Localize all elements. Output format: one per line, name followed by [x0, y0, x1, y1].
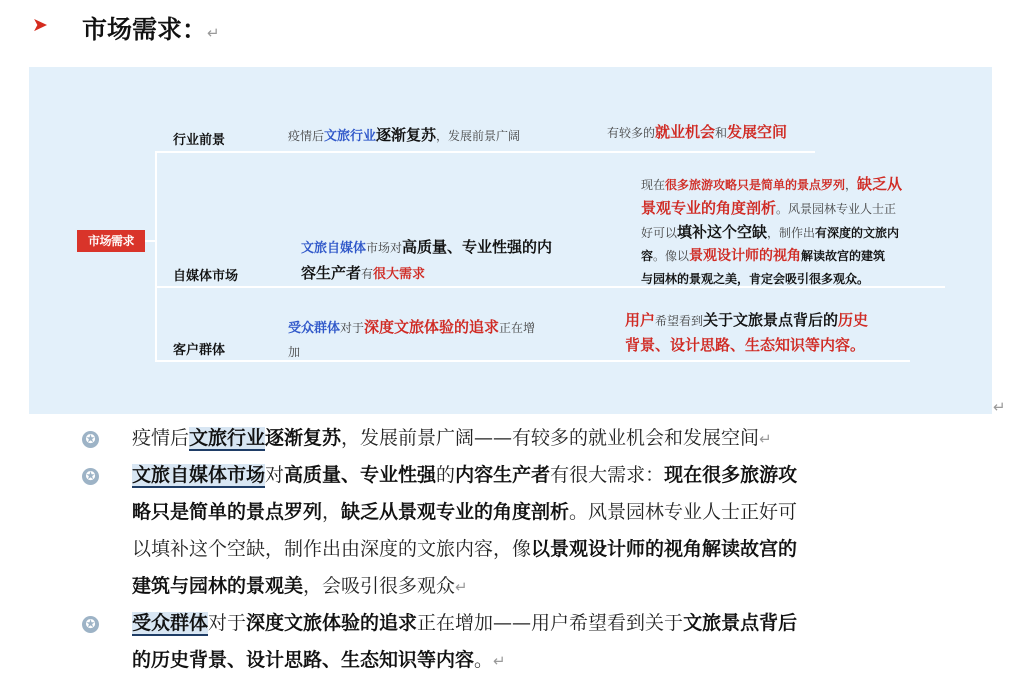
branch-label-media: 自媒体市场: [173, 269, 239, 284]
root-node: 市场需求: [77, 230, 145, 252]
heading-bullet-icon: ➤: [32, 14, 48, 36]
connector-line: [155, 151, 157, 362]
star-bullet-icon: ✪: [82, 431, 99, 448]
branch-label-industry: 行业前景: [173, 133, 226, 148]
heading-title: 市场需求：↵: [82, 15, 220, 44]
star-bullet-icon: ✪: [82, 616, 99, 633]
connector-line: [155, 151, 815, 153]
branch-text-media: 文旅自媒体市场对高质量、专业性强的内 容生产者有很大需求: [301, 238, 553, 282]
branch-note-industry: 有较多的就业机会和发展空间: [607, 123, 788, 141]
bullet-item-industry: 疫情后文旅行业逐渐复苏，发展前景广阔——有较多的就业机会和发展空间↵: [132, 427, 772, 449]
return-mark: ↵: [207, 24, 220, 42]
branch-text-audience: 受众群体对于深度文旅体验的追求正在增 加: [288, 318, 536, 359]
branch-text-industry: 疫情后文旅行业逐渐复苏，发展前景广阔: [288, 126, 521, 144]
return-mark: ↵: [993, 398, 1006, 416]
star-bullet-icon: ✪: [82, 468, 99, 485]
branch-note-audience: 用户希望看到关于文旅景点背后的历史 背景、设计思路、生态知识等内容。: [625, 311, 869, 354]
branch-label-audience: 客户群体: [173, 343, 226, 358]
branch-note-media: 现在很多旅游攻略只是简单的景点罗列，缺乏从 景观专业的角度剖析。风景园林专业人士正 好可以填补这个空缺，制作出有深度的文旅内 容。像以景观设计师的视角解读故宫的建筑 与园林的景观之美，肯定会吸引很多观众。: [641, 175, 903, 286]
mind-map-diagram: [29, 67, 992, 414]
